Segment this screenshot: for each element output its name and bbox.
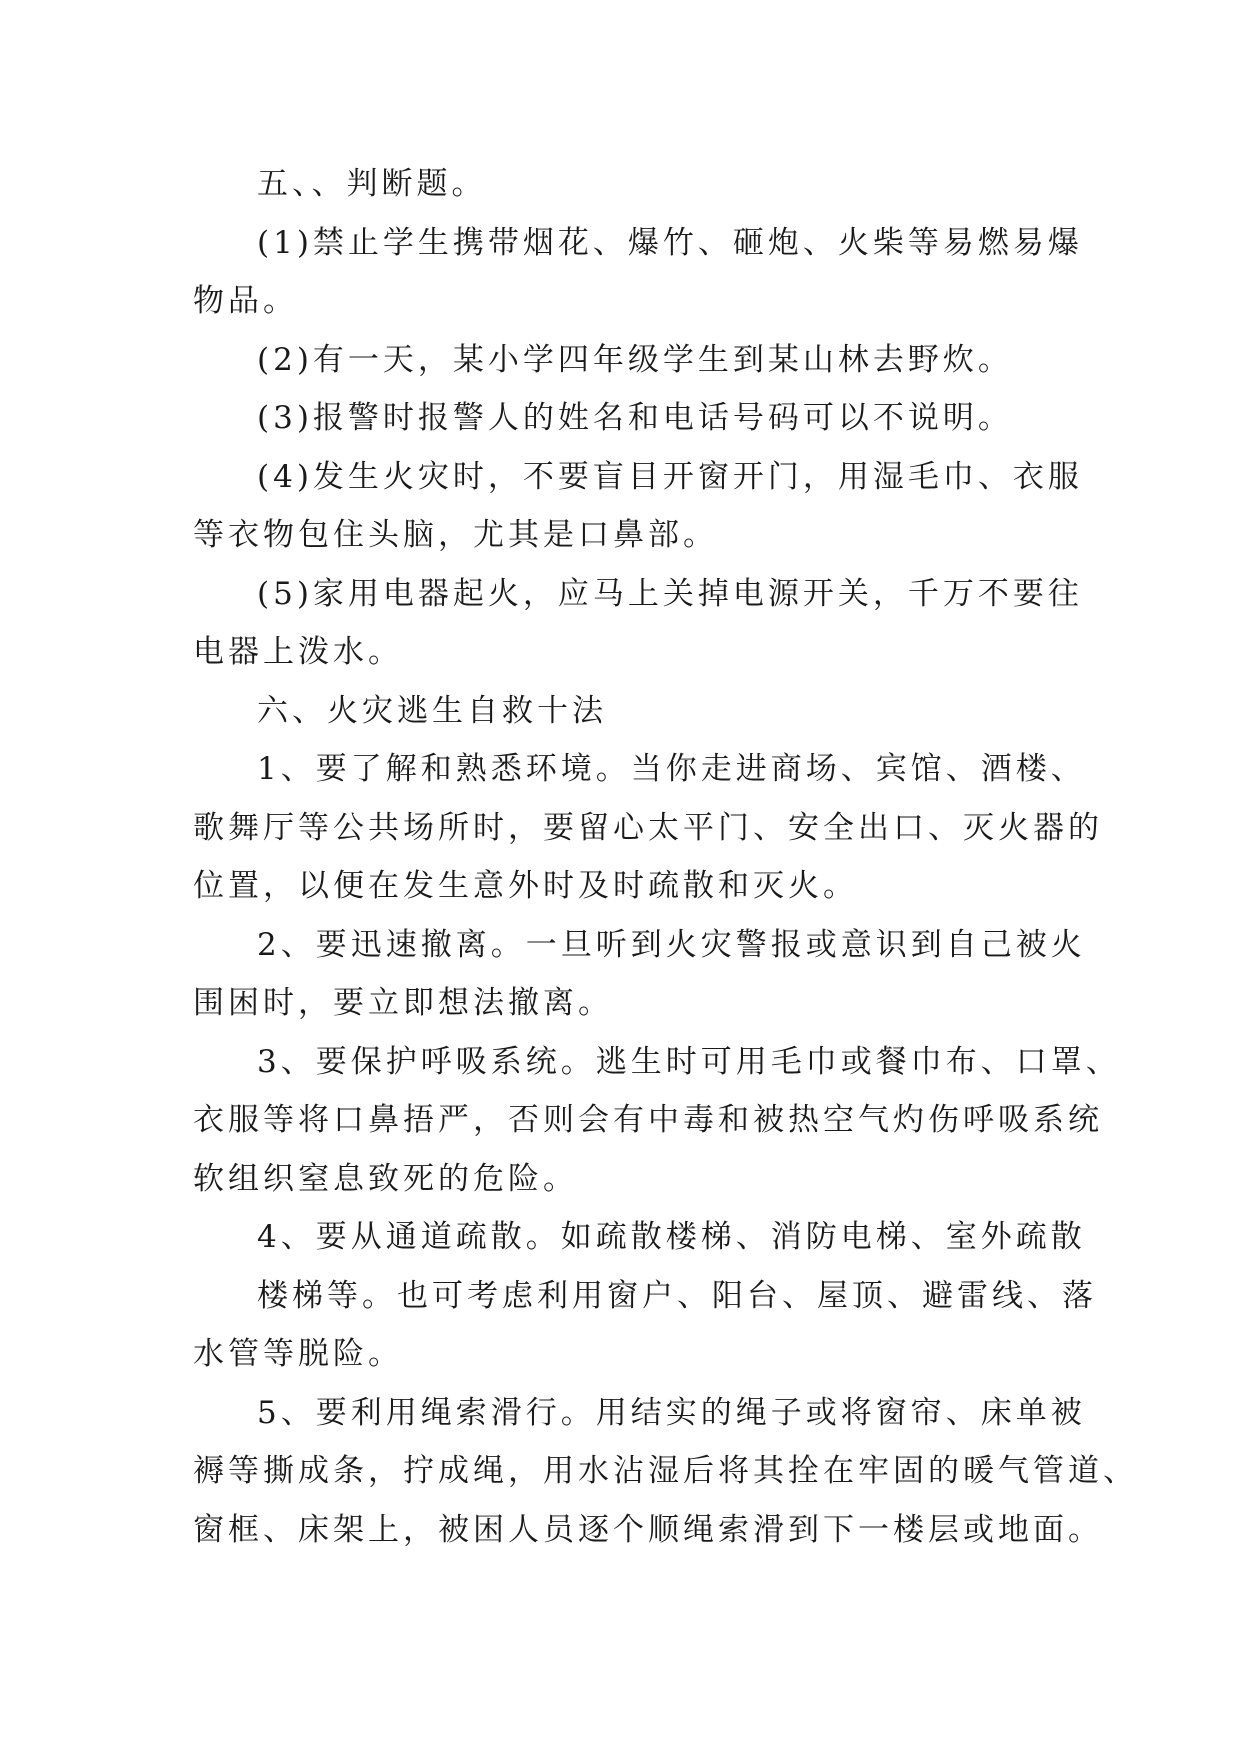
document-body	[193, 155, 1138, 1559]
text-line: 五、、判断题。	[257, 166, 487, 202]
text-line: 2、要迅速撤离。一旦听到火灾警报或意识到自己被火	[257, 926, 1086, 963]
text-line: 窗框、床架上，被困人员逐个顺绳索滑到下一楼层或地面。	[193, 1511, 1103, 1548]
text-line: (1)禁止学生携带烟花、爆竹、砸炮、火柴等易燃易爆	[257, 224, 1083, 261]
text-line: 4、要从通道疏散。如疏散楼梯、消防电梯、室外疏散	[257, 1219, 1086, 1255]
text-line: 等衣物包住头脑，尤其是口鼻部。	[193, 517, 718, 553]
text-line: 5、要利用绳索滑行。用结实的绳子或将窗帘、床单被	[257, 1394, 1086, 1431]
text-line: 楼梯等。也可考虑利用窗户、阳台、屋顶、避雷线、落	[257, 1277, 1097, 1314]
text-line: 位置，以便在发生意外时及时疏散和灭火。	[193, 868, 858, 904]
text-line: 软组织窒息致死的危险。	[193, 1160, 578, 1197]
text-line: 褥等撕成条，拧成绳，用水沾湿后将其拴在牢固的暖气管道、	[193, 1453, 1138, 1489]
text-line: 六、火灾逃生自救十法	[257, 692, 607, 729]
text-line: (2)有一天，某小学四年级学生到某山林去野炊。	[257, 341, 1013, 378]
text-line: (3)报警时报警人的姓名和电话号码可以不说明。	[257, 400, 1013, 436]
text-line: 电器上泼水。	[193, 634, 403, 670]
text-line: (5)家用电器起火，应马上关掉电源开关，千万不要往	[257, 575, 1083, 612]
text-line: (4)发生火灾时，不要盲目开窗开门，用湿毛巾、衣服	[257, 458, 1083, 495]
text-line: 水管等脱险。	[193, 1336, 403, 1372]
text-line: 衣服等将口鼻捂严，否则会有中毒和被热空气灼伤呼吸系统	[193, 1102, 1103, 1138]
text-line: 歌舞厅等公共场所时，要留心太平门、安全出口、灭火器的	[193, 809, 1103, 846]
text-line: 3、要保护呼吸系统。逃生时可用毛巾或餐巾布、口罩、	[257, 1043, 1121, 1080]
text-line: 物品。	[193, 283, 298, 319]
text-line: 围困时，要立即想法撤离。	[193, 985, 613, 1021]
text-line: 1、要了解和熟悉环境。当你走进商场、宾馆、酒楼、	[257, 751, 1086, 787]
